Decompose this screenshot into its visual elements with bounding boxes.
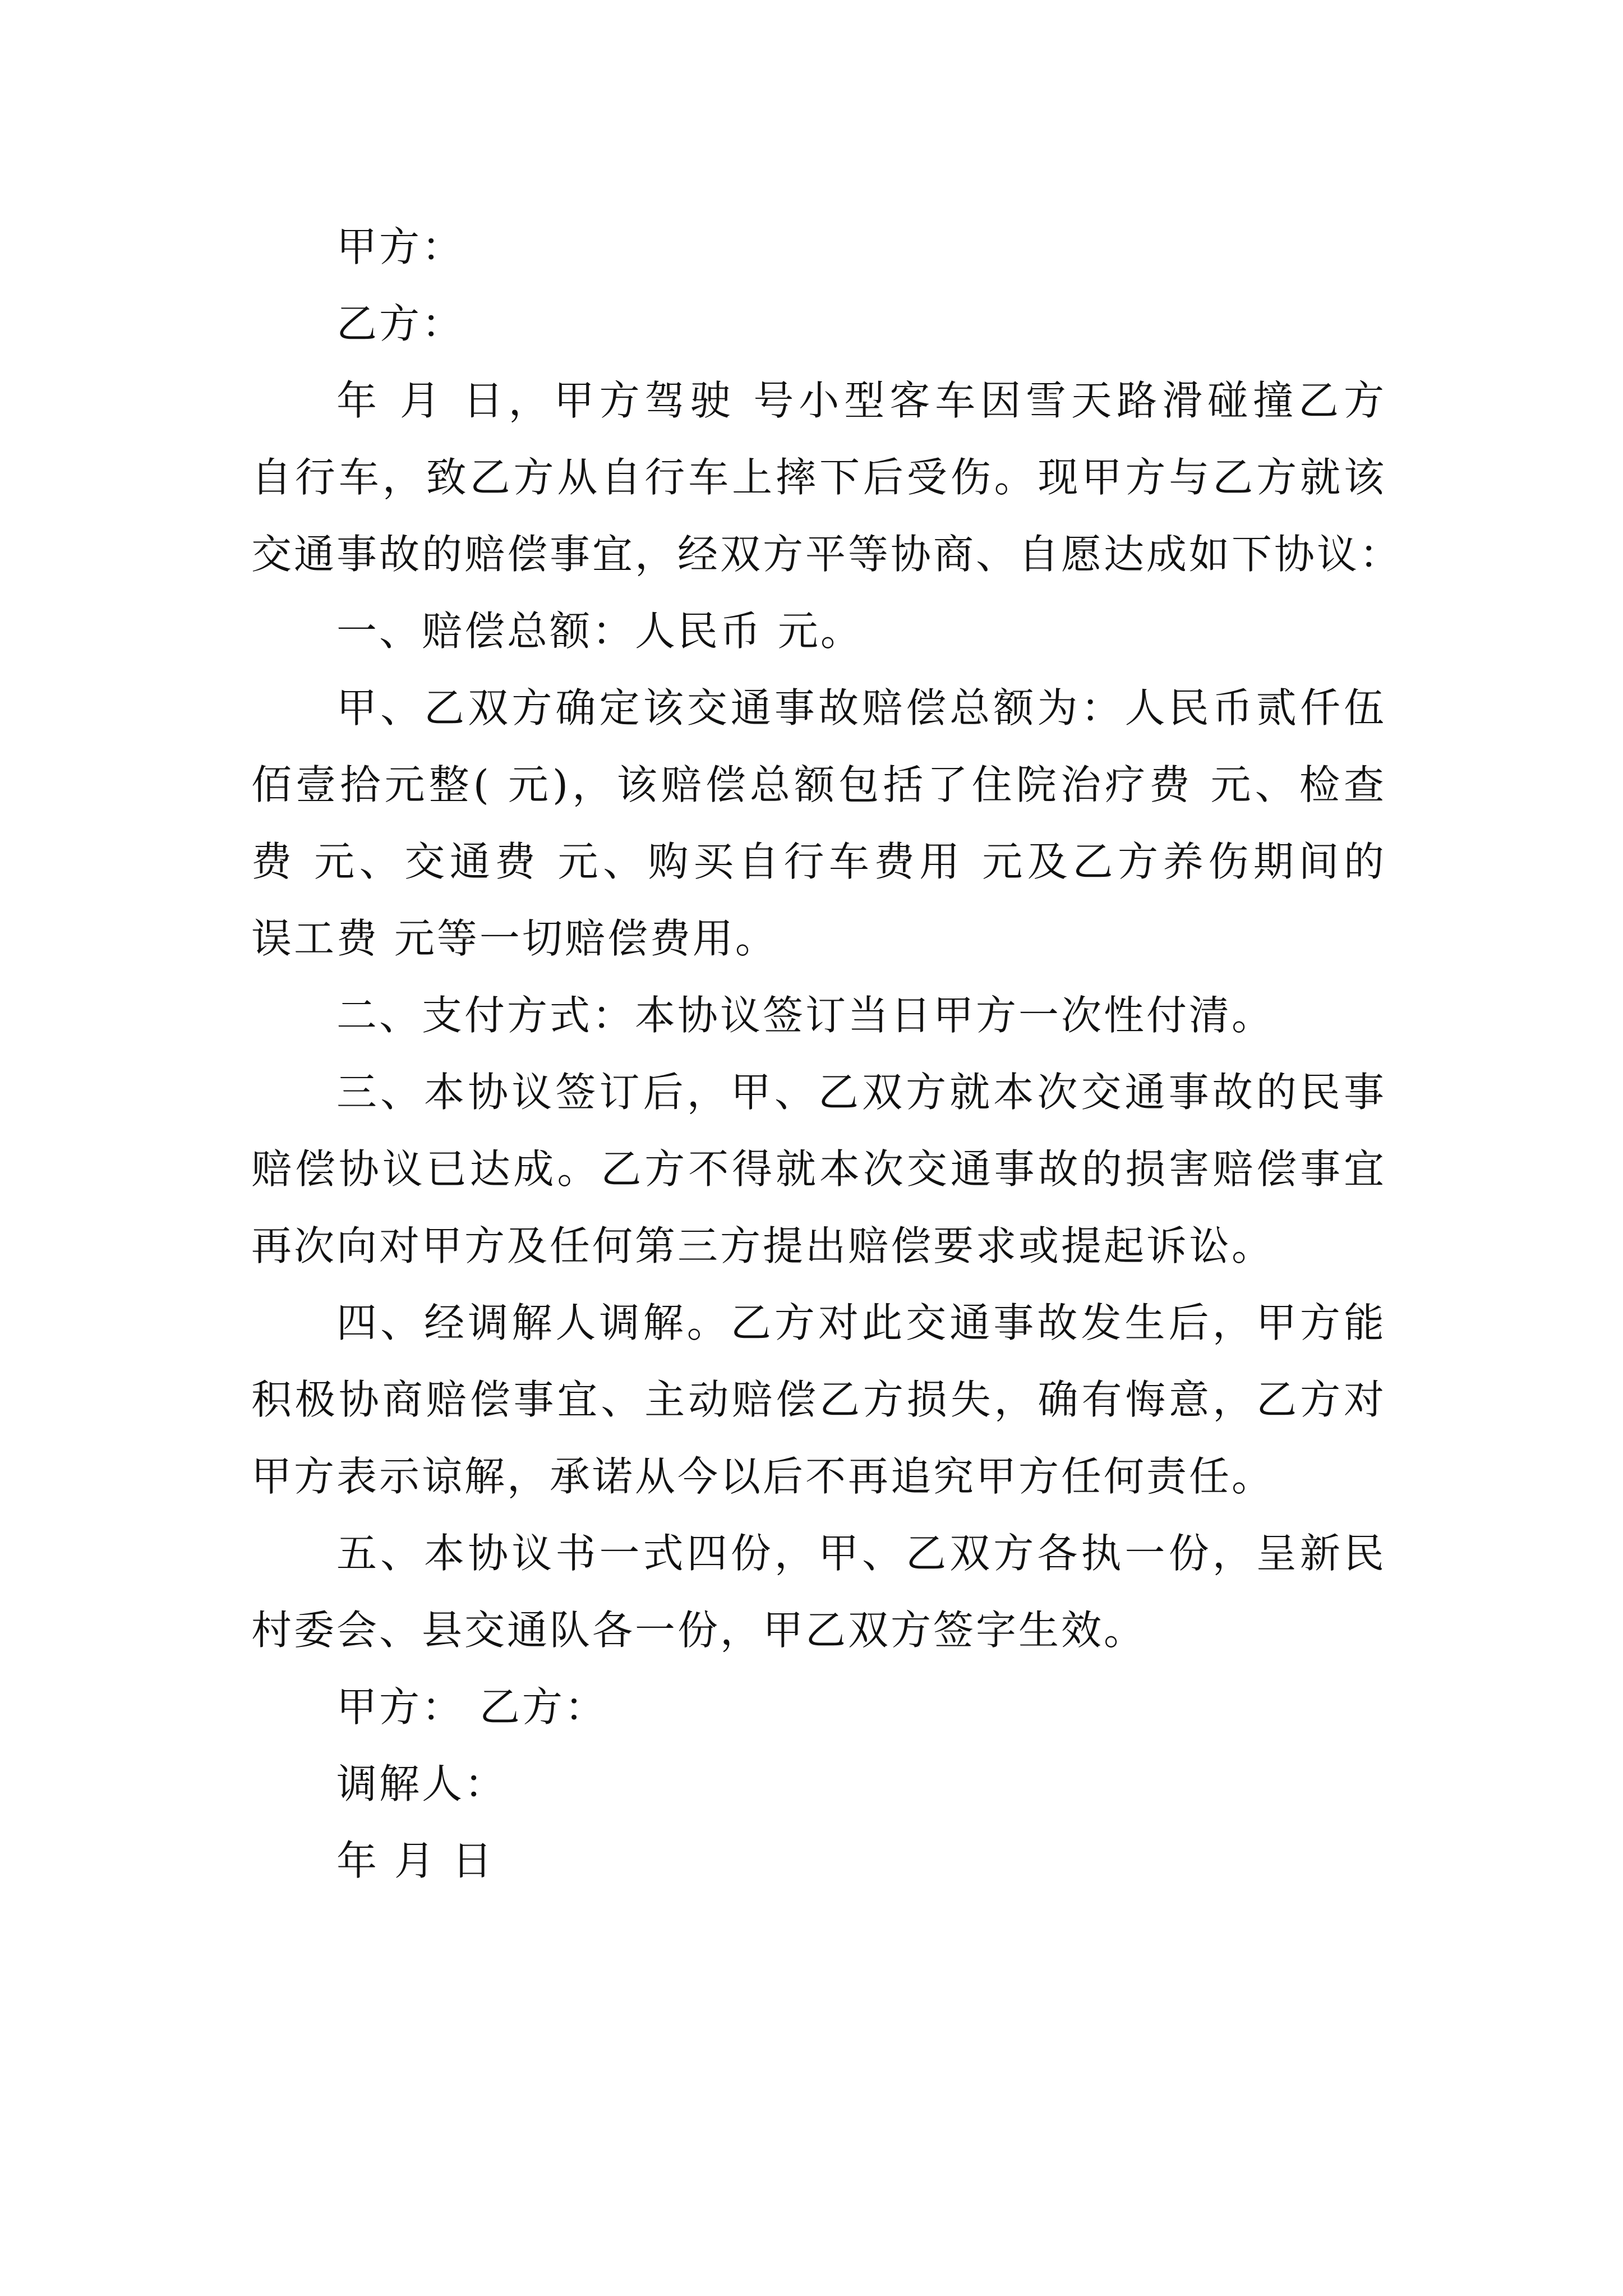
clause-five-line-1: 五、本协议书一式四份，甲、乙双方各执一份，呈新民 <box>336 1530 1386 1577</box>
intro-line-3: 交通事故的赔偿事宜，经双方平等协商、自愿达成如下协议： <box>251 531 1403 578</box>
clause-one-title: 一、赔偿总额：人民币 元。 <box>336 608 863 655</box>
clause-three-line-3: 再次向对甲方及任何第三方提出赔偿要求或提起诉讼。 <box>251 1222 1275 1269</box>
mediator-label: 调解人： <box>336 1760 508 1807</box>
compensation-line-2: 佰壹拾元整( 元)，该赔偿总额包括了住院治疗费 元、检查 <box>251 761 1386 808</box>
clause-four-line-2: 积极协商赔偿事宜、主动赔偿乙方损失，确有悔意，乙方对 <box>251 1376 1386 1423</box>
clause-five-line-2: 村委会、县交通队各一份，甲乙双方签字生效。 <box>251 1607 1147 1654</box>
intro-line-1: 年 月 日，甲方驾驶 号小型客车因雪天路滑碰撞乙方 <box>336 377 1386 424</box>
compensation-line-4: 误工费 元等一切赔偿费用。 <box>251 915 778 962</box>
clause-four-line-3: 甲方表示谅解，承诺从今以后不再追究甲方任何责任。 <box>251 1453 1275 1500</box>
clause-three-line-1: 三、本协议签订后，甲、乙双方就本次交通事故的民事 <box>336 1069 1386 1116</box>
clause-three-line-2: 赔偿协议已达成。乙方不得就本次交通事故的损害赔偿事宜 <box>251 1145 1386 1193</box>
signature-date: 年 月 日 <box>336 1837 495 1884</box>
clause-four-line-1: 四、经调解人调解。乙方对此交通事故发生后，甲方能 <box>336 1299 1386 1346</box>
clause-two: 二、支付方式：本协议签订当日甲方一次性付清。 <box>336 992 1275 1039</box>
intro-line-2: 自行车，致乙方从自行车上摔下后受伤。现甲方与乙方就该 <box>251 454 1386 501</box>
compensation-line-3: 费 元、交通费 元、购买自行车费用 元及乙方养伤期间的 <box>251 838 1386 885</box>
party-a-label: 甲方： <box>336 223 465 270</box>
party-b-label: 乙方： <box>336 300 465 347</box>
document-body <box>251 209 1403 1899</box>
signature-parties: 甲方： 乙方： <box>336 1683 607 1731</box>
compensation-line-1: 甲、乙双方确定该交通事故赔偿总额为：人民币贰仟伍 <box>336 684 1386 731</box>
